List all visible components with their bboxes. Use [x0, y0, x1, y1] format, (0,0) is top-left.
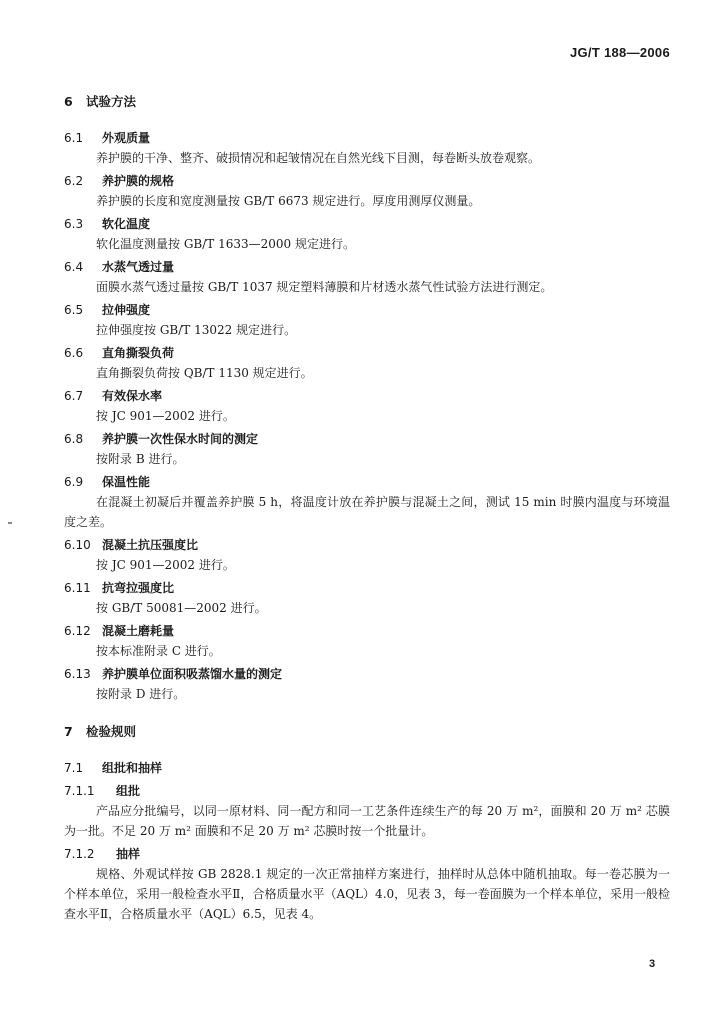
section-6-7-heading [64, 386, 670, 406]
section-7-1-1-heading [64, 781, 670, 801]
section-title: 抗弯拉强度比 [102, 581, 175, 595]
section-7-1-heading [64, 758, 670, 778]
section-6-1-heading [64, 128, 670, 148]
section-title: 抽样 [116, 847, 141, 861]
chapter-title: 试验方法 [86, 94, 137, 109]
section-title: 混凝土磨耗量 [102, 624, 175, 638]
section-title: 软化温度 [102, 217, 151, 231]
section-6-5-text: 拉伸强度按 GB/T 13022 规定进行。 [96, 323, 297, 337]
section-title: 组批 [116, 784, 141, 798]
section-6-9-text: 在混凝土初凝后并覆盖养护膜 5 h，将温度计放在养护膜与混凝土之间，测试 15 min 时膜内温度与环境温度之差。 [64, 495, 670, 529]
section-number: 6.1 [64, 131, 84, 145]
section-number: 6.9 [64, 475, 84, 489]
section-6-4-heading [64, 257, 670, 277]
section-title: 直角撕裂负荷 [102, 346, 175, 360]
section-number: 7.1.1 [64, 784, 95, 798]
section-6-10-heading [64, 535, 670, 555]
section-number: 6.12 [64, 624, 91, 638]
section-6-6-text: 直角撕裂负荷按 QB/T 1130 规定进行。 [96, 366, 313, 380]
section-6-13-heading [64, 664, 670, 684]
section-title: 组批和抽样 [102, 761, 163, 775]
section-6-4-text: 面膜水蒸气透过量按 GB/T 1037 规定塑料薄膜和片材透水蒸气性试验方法进行测定。 [96, 280, 553, 294]
chapter-title: 检验规则 [86, 724, 137, 739]
section-6-11-text: 按 GB/T 50081—2002 进行。 [96, 601, 267, 615]
section-number: 6.2 [64, 174, 84, 188]
standard-code: JG/T 188—2006 [569, 45, 670, 60]
section-7-1-2-text: 规格、外观试样按 GB 2828.1 规定的一次正常抽样方案进行，抽样时从总体中随机抽取。每一卷芯膜为一个样本单位，采用一般检查水平Ⅱ，合格质量水平（AQL）4.0，见表 3，每一卷面膜为一个样本单位，采用一般检查水平Ⅱ，合格质量水平（AQL）6.5，见表 4。 [64, 867, 670, 921]
section-6-2-heading [64, 171, 670, 191]
page-number: 3 [649, 958, 656, 970]
section-number: 7.1.2 [64, 847, 95, 861]
section-6-12-heading [64, 621, 670, 641]
section-title: 保温性能 [102, 475, 151, 489]
section-title: 养护膜的规格 [102, 174, 175, 188]
section-7-1-2-heading [64, 844, 670, 864]
section-title: 养护膜一次性保水时间的测定 [102, 432, 259, 446]
section-title: 混凝土抗压强度比 [102, 538, 199, 552]
section-6-11-heading [64, 578, 670, 598]
chapter-7-heading [64, 722, 670, 742]
section-6-12-text: 按本标准附录 C 进行。 [96, 644, 221, 658]
section-7-1-1-text: 产品应分批编号，以同一原材料、同一配方和同一工艺条件连续生产的每 20 万 m²，面膜和 20 万 m² 芯膜为一批。不足 20 万 m² 面膜和不足 20 万 m² 芯膜时按一个批量计。 [64, 804, 670, 838]
chapter-number: 6 [64, 94, 73, 109]
section-6-1-text: 养护膜的干净、整齐、破损情况和起皱情况在自然光线下目测，每卷断头放卷观察。 [96, 151, 541, 165]
section-title: 拉伸强度 [102, 303, 151, 317]
section-number: 6.6 [64, 346, 84, 360]
section-number: 6.7 [64, 389, 84, 403]
section-6-3-heading [64, 214, 670, 234]
section-title: 外观质量 [102, 131, 151, 145]
section-6-8-heading [64, 429, 670, 449]
section-number: 6.8 [64, 432, 84, 446]
section-6-7-text: 按 JC 901—2002 进行。 [96, 409, 235, 423]
section-title: 有效保水率 [102, 389, 163, 403]
section-6-2-text: 养护膜的长度和宽度测量按 GB/T 6673 规定进行。厚度用测厚仪测量。 [96, 194, 481, 208]
section-number: 6.10 [64, 538, 91, 552]
section-6-9-heading [64, 472, 670, 492]
section-title: 养护膜单位面积吸蒸馏水量的测定 [102, 667, 283, 681]
scan-margin-mark [8, 522, 12, 524]
section-6-6-heading [64, 343, 670, 363]
section-number: 6.3 [64, 217, 84, 231]
section-number: 6.5 [64, 303, 84, 317]
section-number: 7.1 [64, 761, 84, 775]
section-6-8-text: 按附录 B 进行。 [96, 452, 185, 466]
chapter-number: 7 [64, 724, 73, 739]
section-number: 6.11 [64, 581, 91, 595]
section-6-5-heading [64, 300, 670, 320]
section-6-13-text: 按附录 D 进行。 [96, 687, 186, 701]
section-number: 6.4 [64, 260, 84, 274]
section-6-3-text: 软化温度测量按 GB/T 1633—2000 规定进行。 [96, 237, 355, 251]
chapter-6-heading [64, 92, 670, 112]
section-6-10-text: 按 JC 901—2002 进行。 [96, 558, 235, 572]
section-title: 水蒸气透过量 [102, 260, 175, 274]
section-number: 6.13 [64, 667, 91, 681]
document-body [64, 92, 670, 924]
